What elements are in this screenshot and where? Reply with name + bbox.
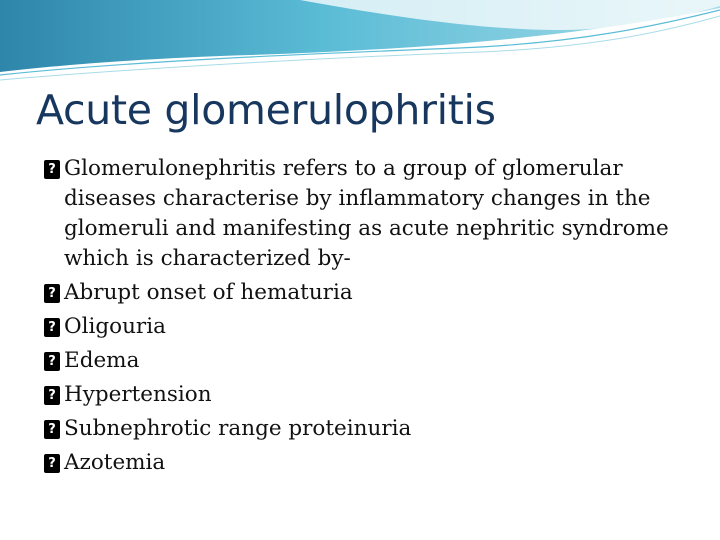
list-item [44,312,704,342]
list-item [44,346,704,376]
bullet-text: Glomerulonephritis refers to a group of glomerular diseases characterise by inflammatory changes in the glomeruli and manifesting as acute nephritic syndrome which is characterized by- [64,156,669,271]
missing-glyph-bullet-icon: ? [44,318,60,337]
missing-glyph-bullet-icon: ? [44,454,60,473]
header-wave-decoration [0,0,720,90]
list-item [44,380,704,410]
slide-title: Acute glomerulophritis [36,86,496,134]
list-item [44,278,704,308]
list-item [44,414,704,444]
missing-glyph-bullet-icon: ? [44,160,60,179]
bullet-text: Azotemia [64,450,166,475]
missing-glyph-bullet-icon: ? [44,352,60,371]
bullet-text: Hypertension [64,382,212,407]
bullet-text: Abrupt onset of hematuria [64,280,353,305]
bullet-text: Oligouria [64,314,166,339]
missing-glyph-bullet-icon: ? [44,420,60,439]
list-item [44,154,704,274]
missing-glyph-bullet-icon: ? [44,284,60,303]
bullet-text: Subnephrotic range proteinuria [64,416,412,441]
bullet-text: Edema [64,348,140,373]
missing-glyph-bullet-icon: ? [44,386,60,405]
list-item [44,448,704,478]
bullet-list [44,154,704,482]
